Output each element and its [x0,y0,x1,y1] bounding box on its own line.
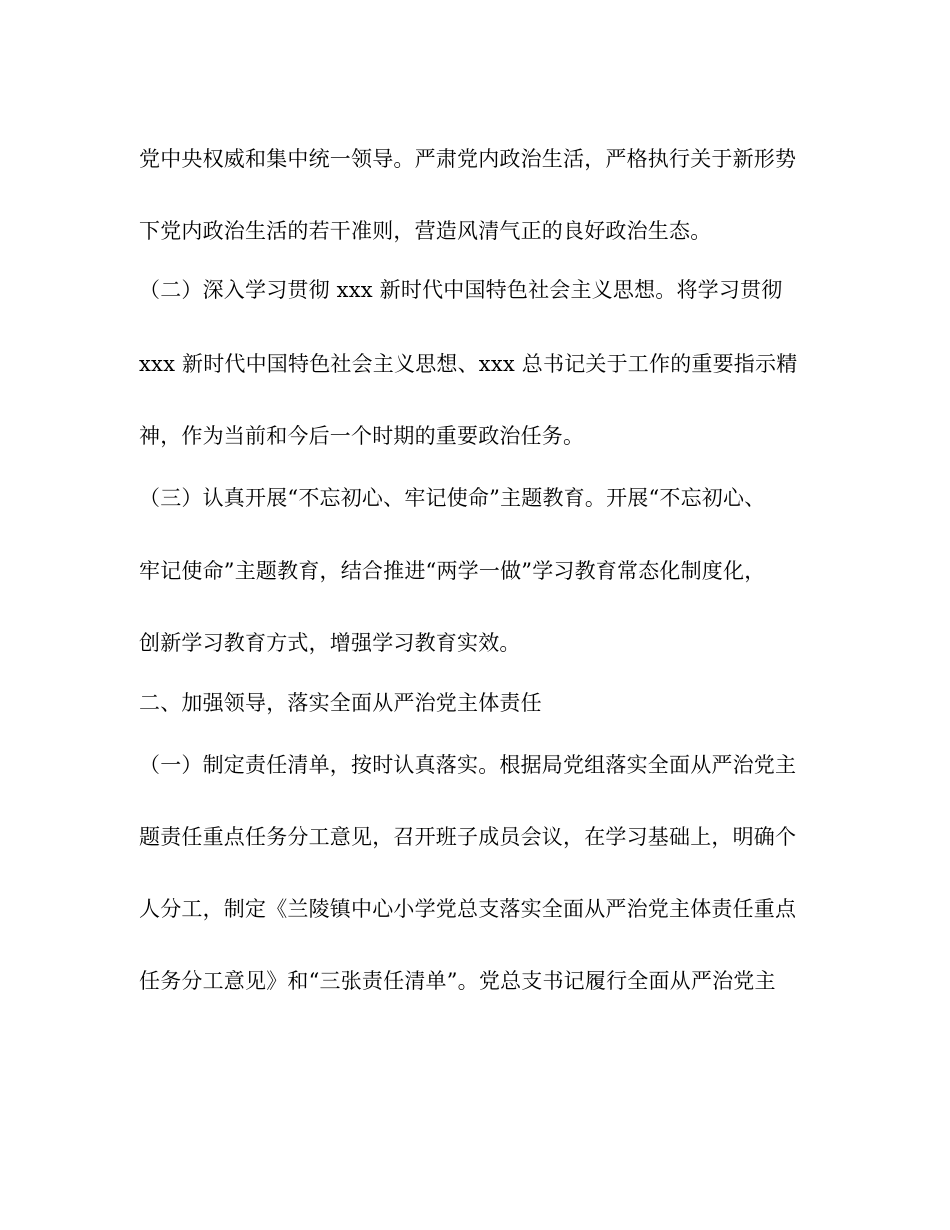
text-line: xxx 新时代中国特色社会主义思想、xxx 总书记关于工作的重要指示精 [139,352,798,376]
section-heading: 二、加强领导，落实全面从严治党主体责任 [139,691,542,715]
text-line: （二）深入学习贯彻 xxx 新时代中国特色社会主义思想。将学习贯彻 [139,278,783,302]
text-line: 党中央权威和集中统一领导。严肃党内政治生活，严格执行关于新形势 [139,147,797,171]
text-line: 牢记使命”主题教育，结合推进“两学一做”学习教育常态化制度化， [139,559,766,583]
text-line: 神，作为当前和今后一个时期的重要政治任务。 [139,424,585,448]
text-line: （三）认真开展“不忘初心、牢记使命”主题教育。开展“不忘初心、 [139,486,766,510]
text-line: 任务分工意见》和“三张责任清单”。党总支书记履行全面从严治党主 [139,969,776,993]
text-line: 题责任重点任务分工意见，召开班子成员会议，在学习基础上，明确个 [139,825,797,849]
text-line: 创新学习教育方式，增强学习教育实效。 [139,631,521,655]
text-line: 人分工，制定《兰陵镇中心小学党总支落实全面从严治党主体责任重点 [139,897,797,921]
text-line: 下党内政治生活的若干准则，营造风清气正的良好政治生态。 [139,219,712,243]
text-line: （一）制定责任清单，按时认真落实。根据局党组落实全面从严治党主 [139,753,797,777]
